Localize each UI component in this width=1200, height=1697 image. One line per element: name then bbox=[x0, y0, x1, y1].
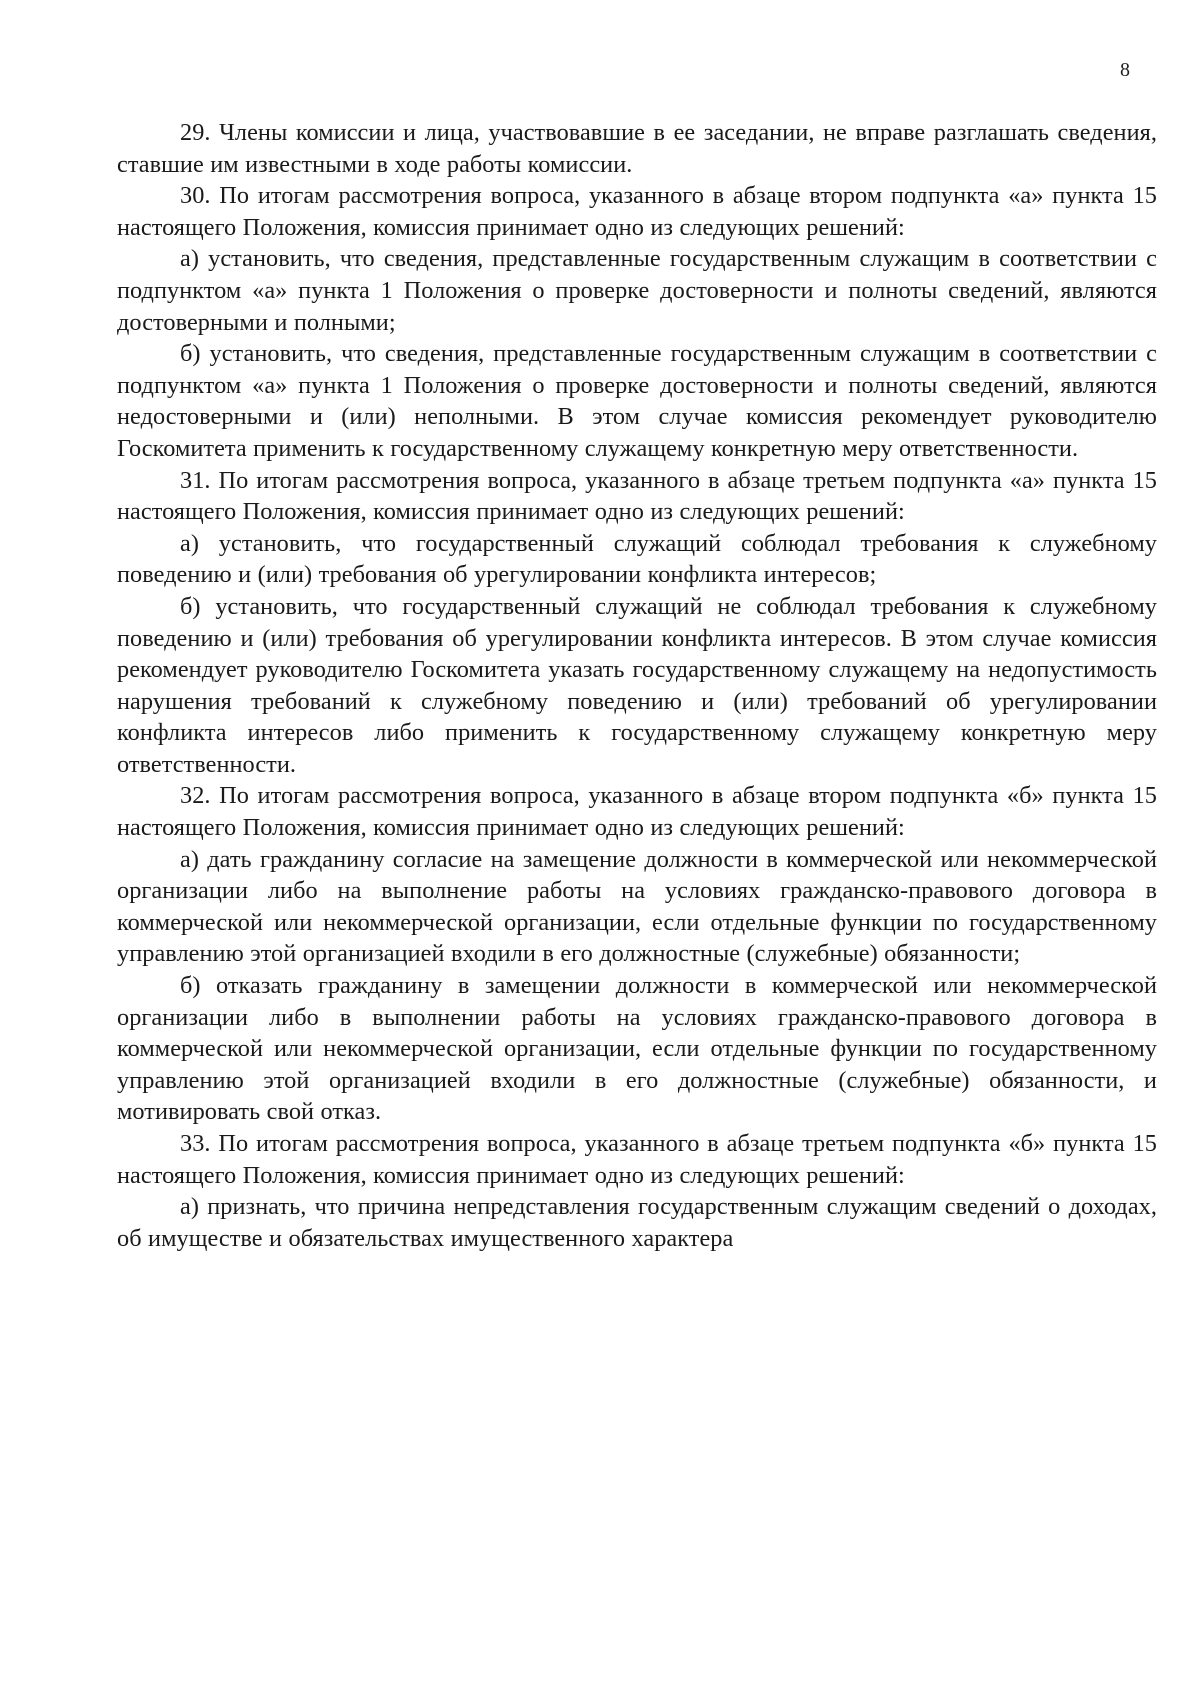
page-number: 8 bbox=[1120, 59, 1130, 81]
clause-30-b: б) установить, что сведения, представленные государственным служащим в соответствии с подпунктом «а» пункта 1 Положения о проверке достоверности и полноты сведений, являются недостоверными и (или) неполными. В этом случае комиссия рекомендует руководителю Госкомитета применить к государственному служащему конкретную меру ответственности. bbox=[117, 340, 1157, 462]
clause-33: 33. По итогам рассмотрения вопроса, указанного в абзаце третьем подпункта «б» пункта 15 настоящего Положения, комиссия принимает одно из следующих решений: bbox=[117, 1130, 1157, 1189]
clause-31: 31. По итогам рассмотрения вопроса, указанного в абзаце третьем подпункта «а» пункта 15 настоящего Положения, комиссия принимает одно из следующих решений: bbox=[117, 466, 1157, 526]
clause-29: 29. Члены комиссии и лица, участвовавшие в ее заседании, не вправе разглашать сведения, ставшие им известными в ходе работы комиссии. bbox=[117, 119, 1157, 178]
clause-32-a: а) дать гражданину согласие на замещение должности в коммерческой или некоммерческой организации либо на выполнение работы на условиях гражданско-правового договора в коммерческой или некоммерческой организации, если отдельные функции по государственному управлению этой организацией входили в его должностные (служебные) обязанности; bbox=[117, 845, 1157, 968]
clause-31-b: б) установить, что государственный служащий не соблюдал требования к служебному поведению и (или) требования об урегулировании конфликта интересов. В этом случае комиссия рекомендует руководителю Госкомитета указать государственному служащему на недопустимость нарушения требований к служебному поведению и (или) требований об урегулировании конфликта интересов либо применить к государственному служащему конкретную меру ответственности. bbox=[117, 592, 1157, 778]
clause-33-a: а) признать, что причина непредставления государственным служащим сведений о доходах, об имуществе и обязательствах имущественного характера bbox=[117, 1193, 1157, 1252]
clause-32-b: б) отказать гражданину в замещении должности в коммерческой или некоммерческой организации либо в выполнении работы на условиях гражданско-правового договора в коммерческой или некоммерческой организации, если отдельные функции по государственному управлению этой организацией входили в его должностные (служебные) обязанности, и мотивировать свой отказ. bbox=[117, 972, 1157, 1126]
clause-31-a: а) установить, что государственный служащий соблюдал требования к служебному поведению и (или) требования об урегулировании конфликта интересов; bbox=[117, 529, 1157, 589]
clause-32: 32. По итогам рассмотрения вопроса, указанного в абзаце втором подпункта «б» пункта 15 настоящего Положения, комиссия принимает одно из следующих решений: bbox=[117, 782, 1157, 842]
document-body bbox=[117, 117, 1157, 1254]
clause-30: 30. По итогам рассмотрения вопроса, указанного в абзаце втором подпункта «а» пункта 15 настоящего Положения, комиссия принимает одно из следующих решений: bbox=[117, 182, 1157, 241]
clause-30-a: а) установить, что сведения, представленные государственным служащим в соответствии с подпунктом «а» пункта 1 Положения о проверке достоверности и полноты сведений, являются достоверными и полными; bbox=[117, 245, 1157, 336]
